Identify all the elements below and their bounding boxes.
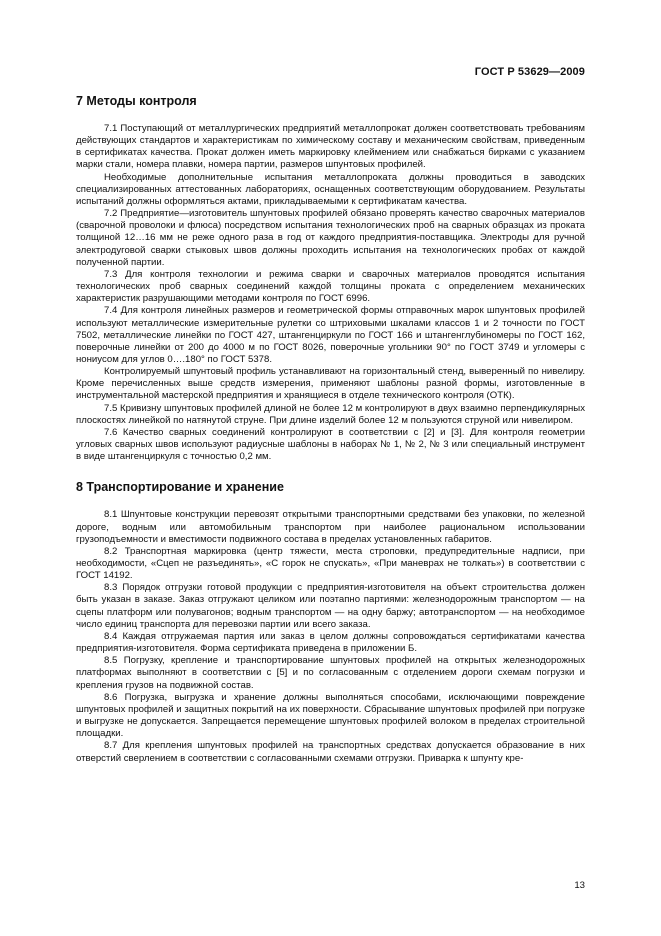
paragraph: 8.7 Для крепления шпунтовых профилей на транспортных средствах допускается образование в них отверстий сверлением в соответствии с согласованными схемами отгрузки. Приварка к шпунту кре- [76,740,585,764]
paragraph: Необходимые дополнительные испытания металлопроката должны проводиться в заводских специализированных аттестованных лабораториях, оснащенных соответствующим оборудованием. Результаты испытаний должны оформляться актами, прикладываемыми к сертификатам качества. [76,171,585,207]
paragraph: 7.1 Поступающий от металлургических предприятий металлопрокат должен соответствовать требованиям действующих стандартов и характеристикам по химическому составу и механическим свойствам, приведенным в сертификатах качества. Прокат должен иметь маркировку клеймением или снабжаться бирками с указанием марки стали, номера плавки, номера партии, размеров шпунтовых профилей. [76,123,585,171]
paragraph: 7.6 Качество сварных соединений контролируют в соответствии с [2] и [3]. Для контроля геометрии угловых сварных швов используют радиусные шаблоны в наборах № 1, № 2, № 3 или специальный инструмент в виде штангенциркуля с точностью 0,2 мм. [76,426,585,463]
paragraph: 7.3 Для контроля технологии и режима сварки и сварочных материалов проводятся испытания технологических проб сварных соединений каждой толщины проката с определением механических характеристик разрушающими методами контроля по ГОСТ 6996. [76,268,585,305]
document-code: ГОСТ Р 53629—2009 [474,66,585,78]
paragraph: 8.2 Транспортная маркировка (центр тяжести, места строповки, предупредительные надписи, при необходимости, «Сцеп не разъединять», «С горок не спускать», «При маневрах не толкать») в соответствии с ГОСТ 14192. [76,545,585,582]
paragraph: 8.5 Погрузку, крепление и транспортирование шпунтовых профилей на открытых железнодорожных платформах выполняют в соответствии с [5] и по согласованным с отделением дороги схемам погрузки и крепления грузов на подвижной состав. [76,655,585,691]
paragraph: 7.2 Предприятие—изготовитель шпунтовых профилей обязано проверять качество сварочных материалов (сварочной проволоки и флюса) посредством испытания технологических проб на сварных образцах из проката толщиной 12…16 мм не реже одного раза в год от каждого предприятия-поставщика. Электроды для ручной электродуговой сварки стыковых швов должны проходить испытания на технологических пробах от каждой полученной партии. [76,208,585,268]
section-7-title: 7 Методы контроля [76,94,197,108]
paragraph: Контролируемый шпунтовый профиль устанавливают на горизонтальный стенд, выверенный по нивелиру. Кроме перечисленных выше средств измерения, применяют шаблоны разной формы, изготовленные в инструментальной мастерской предприятия и хранящиеся в отделе технического контроля (ОТК). [76,366,585,402]
page-number: 13 [574,880,585,891]
paragraph: 7.4 Для контроля линейных размеров и геометрической формы отправочных марок шпунтовых профилей используют металлические измерительные рулетки со штриховыми шкалами классов 1 и 2 точности по ГОСТ 7502, металлические линейки по ГОСТ 427, штангенциркули по ГОСТ 166 и штангенглубиномеры по ГОСТ 162, поверочные линейки от 200 до 4000 м по ГОСТ 8026, поверочные угольники 90° по ГОСТ 3749 и угломеры с нониусом для углов 0….180° по ГОСТ 5378. [76,305,585,365]
paragraph: 8.3 Порядок отгрузки готовой продукции с предприятия-изготовителя на объект строительства должен быть указан в заказе. Заказ отгружают целиком или поэтапно партиями: железнодорожным транспортом — на сцепы платформ или полувагонов; водным транспортом — на одну баржу; автотранспортом — на необходимое число единиц транспорта для перевозки партии или всего заказа. [76,582,585,630]
paragraph: 8.4 Каждая отгружаемая партия или заказ в целом должны сопровождаться сертификатами качества предприятия-изготовителя. Форма сертификата приведена в приложении Б. [76,630,585,655]
paragraph: 8.6 Погрузка, выгрузка и хранение должны выполняться способами, исключающими повреждение шпунтовых профилей и защитных покрытий на их поверхности. Сбрасывание шпунтовых профилей при погрузке и выгрузке не допускается. Запрещается перемещение шпунтовых профилей волоком в пределах строительной площадки. [76,691,585,740]
section-8-title: 8 Транспортирование и хранение [76,480,284,495]
paragraph: 7.5 Кривизну шпунтовых профилей длиной не более 12 м контролируют в двух взаимно перпендикулярных плоскостях линейкой по натянутой струне. При длине изделий более 12 м пользуются струной или нивелиром. [76,402,585,426]
page-body [76,93,585,765]
paragraph: 8.1 Шпунтовые конструкции перевозят открытыми транспортными средствами без упаковки, по железной дороге, водным или автомобильным транспортом при наиболее рациональном использовании грузоподъемности и вместимости подвижного состава в пределах установленных габаритов. [76,509,585,545]
